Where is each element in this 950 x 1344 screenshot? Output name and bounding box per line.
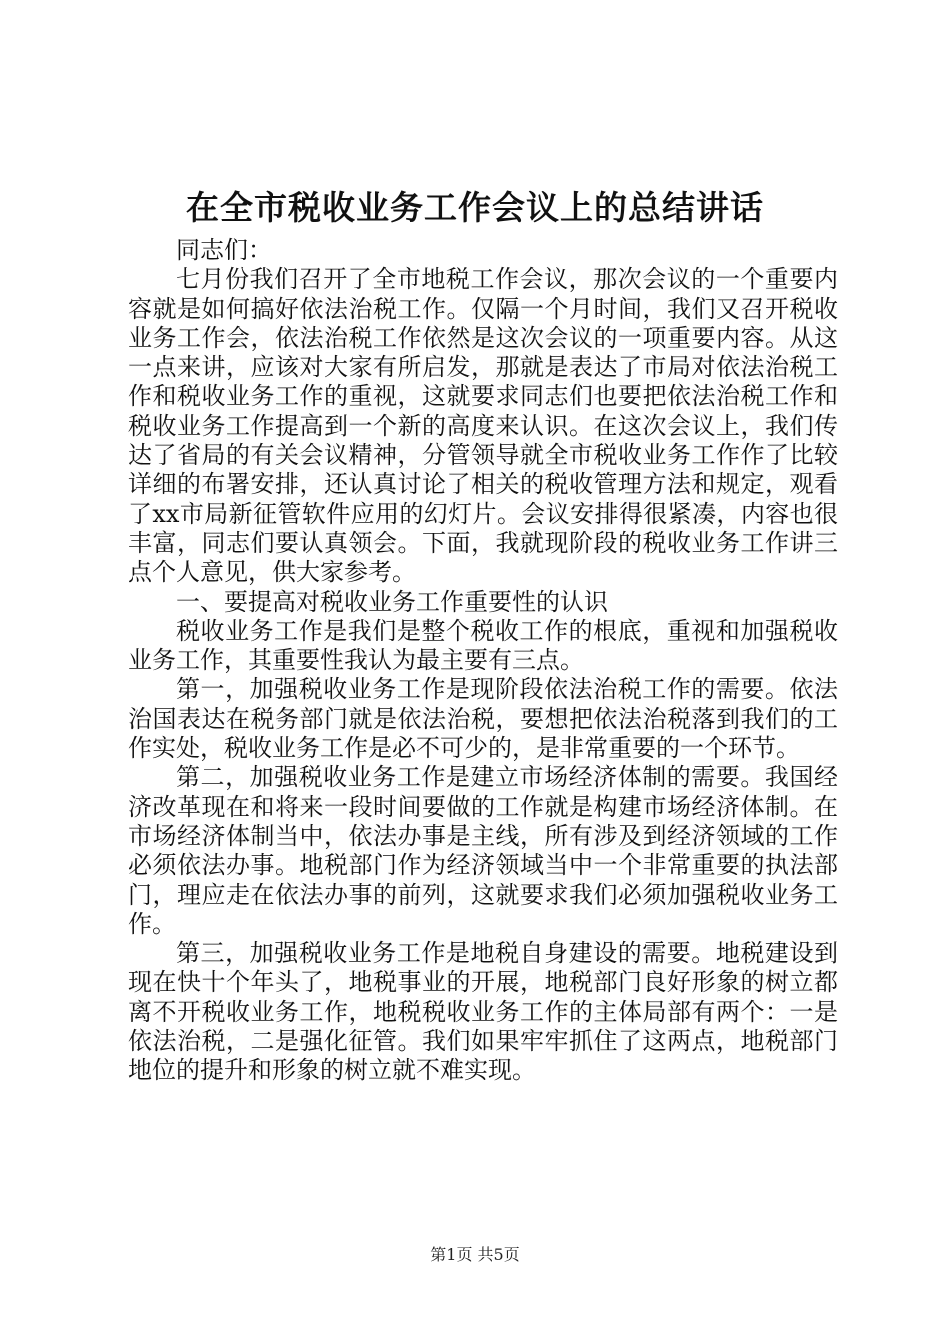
body-paragraph: 税收业务工作是我们是整个税收工作的根底，重视和加强税收业务工作，其重要性我认为最主要有三点。: [128, 616, 838, 675]
salutation-paragraph: 同志们：: [176, 236, 272, 264]
document-title: 在全市税收业务工作会议上的总结讲话: [186, 188, 764, 227]
document-body: [128, 236, 838, 1086]
body-paragraph: 第二，加强税收业务工作是建立市场经济体制的需要。我国经济改革现在和将来一段时间要做的工作就是构建市场经济体制。在市场经济体制当中，依法办事是主线，所有涉及到经济领域的工作必须依法办事。地税部门作为经济领域当中一个非常重要的执法部门，理应走在依法办事的前列，这就要求我们必须加强税收业务工作。: [128, 763, 838, 938]
intro-paragraph: 七月份我们召开了全市地税工作会议，那次会议的一个重要内容就是如何搞好依法治税工作。仅隔一个月时间，我们又召开税收业务工作会，依法治税工作依然是这次会议的一项重要内容。从这一点来讲，应该对大家有所启发，那就是表达了市局对依法治税工作和税收业务工作的重视，这就要求同志们也要把依法治税工作和税收业务工作提高到一个新的高度来认识。在这次会议上，我们传达了省局的有关会议精神，分管领导就全市税收业务工作作了比较详细的布署安排，还认真讨论了相关的税收管理方法和规定，观看了xx市局新征管软件应用的幻灯片。会议安排得很紧凑，内容也很丰富，同志们要认真领会。下面，我就现阶段的税收业务工作讲三点个人意见，供大家参考。: [128, 265, 838, 587]
page-number-footer: 第1页 共5页: [430, 1245, 520, 1264]
body-paragraph: 第三，加强税收业务工作是地税自身建设的需要。地税建设到现在快十个年头了，地税事业的开展，地税部门良好形象的树立都离不开税收业务工作，地税税收业务工作的主体局部有两个：一是依法治税，二是强化征管。我们如果牢牢抓住了这两点，地税部门地位的提升和形象的树立就不难实现。: [128, 939, 838, 1085]
body-paragraph: 第一，加强税收业务工作是现阶段依法治税工作的需要。依法治国表达在税务部门就是依法治税，要想把依法治税落到我们的工作实处，税收业务工作是必不可少的，是非常重要的一个环节。: [128, 675, 838, 763]
section-heading: 一、要提高对税收业务工作重要性的认识: [176, 587, 608, 616]
